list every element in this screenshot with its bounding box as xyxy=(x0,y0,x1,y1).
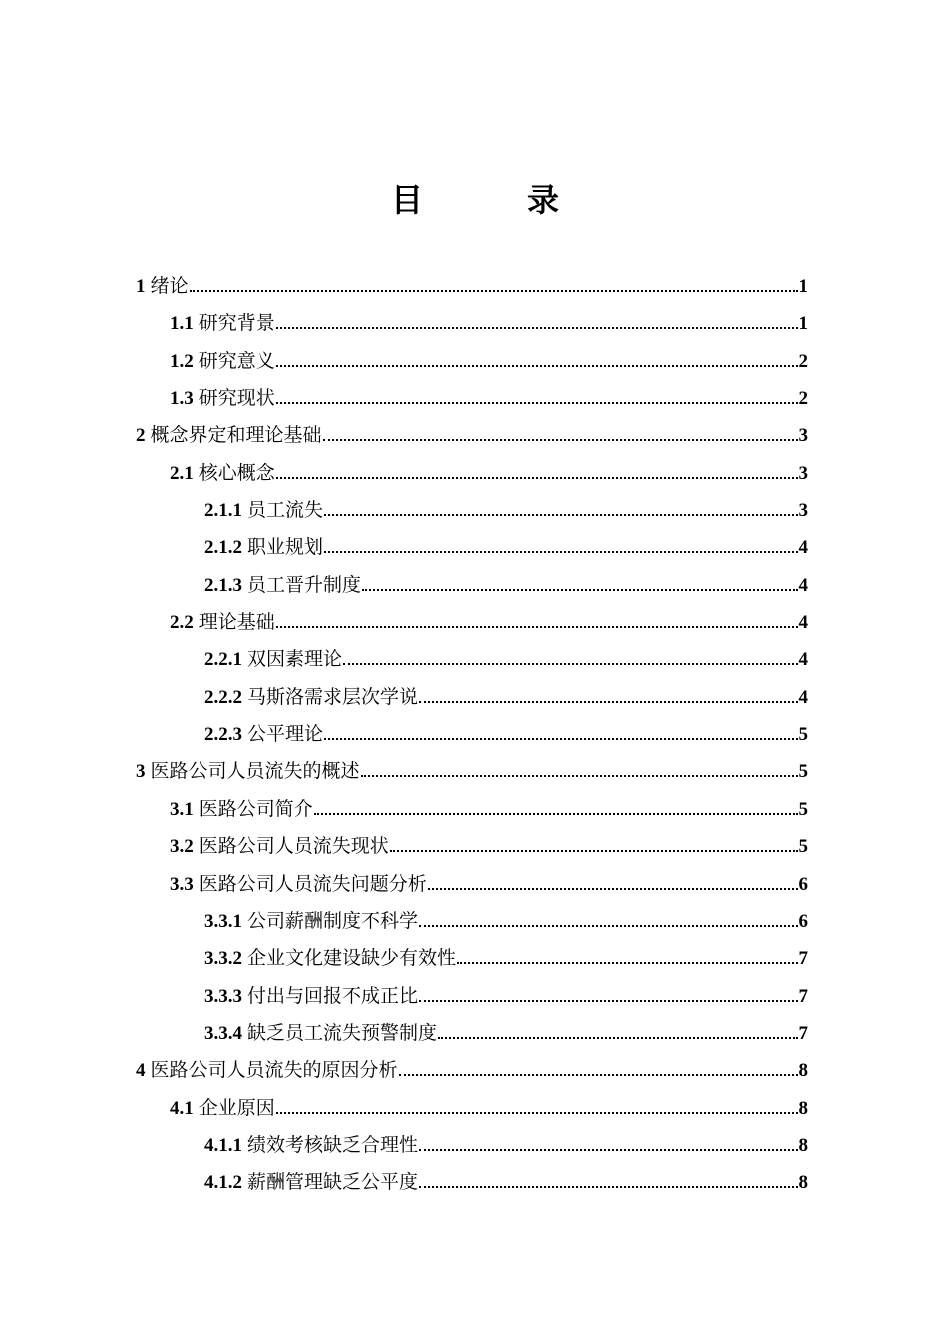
toc-entry-label: 医路公司人员流失现状 xyxy=(198,835,389,858)
toc-entry-number: 2 xyxy=(136,425,146,447)
toc-entry-number: 4.1 xyxy=(170,1097,194,1119)
toc-entry[interactable] xyxy=(136,978,808,1015)
toc-entry-number: 2.2 xyxy=(170,612,194,634)
dot-leader xyxy=(276,402,798,404)
toc-entry-label: 公平理论 xyxy=(247,723,324,746)
dot-leader xyxy=(276,327,798,329)
toc-entry-label: 付出与回报不成正比 xyxy=(247,984,419,1007)
dot-leader xyxy=(419,925,797,927)
toc-entry-label: 企业原因 xyxy=(198,1096,275,1119)
dot-leader xyxy=(428,888,798,890)
toc-entry[interactable] xyxy=(136,679,808,716)
toc-entry-page-number: 3 xyxy=(798,500,808,522)
toc-entry-number: 1.3 xyxy=(170,388,194,410)
toc-entry-number: 3.1 xyxy=(170,798,194,820)
dot-leader xyxy=(190,290,798,292)
dot-leader xyxy=(323,439,798,441)
toc-entry-number: 4.1.2 xyxy=(204,1172,242,1194)
dot-leader xyxy=(362,589,797,591)
toc-entry-number: 3.2 xyxy=(170,836,194,858)
toc-entry-label: 员工流失 xyxy=(247,499,324,522)
toc-entry-page-number: 4 xyxy=(798,686,808,708)
toc-entry-page-number: 8 xyxy=(798,1134,808,1156)
toc-entry[interactable] xyxy=(136,1052,808,1089)
toc-entry[interactable] xyxy=(136,1127,808,1164)
table-of-contents xyxy=(136,268,808,1202)
toc-entry-label: 医路公司人员流失的原因分析 xyxy=(150,1059,398,1082)
toc-entry-number: 2.2.2 xyxy=(204,686,242,708)
toc-entry-page-number: 5 xyxy=(798,761,808,783)
dot-leader xyxy=(324,514,797,516)
toc-entry-page-number: 4 xyxy=(798,574,808,596)
toc-entry[interactable] xyxy=(136,604,808,641)
toc-entry-label: 绪论 xyxy=(150,275,189,297)
toc-entry-page-number: 1 xyxy=(798,276,808,297)
toc-entry-page-number: 7 xyxy=(798,948,808,970)
toc-entry-page-number: 8 xyxy=(798,1172,808,1194)
toc-entry-number: 2.1.1 xyxy=(204,500,242,522)
dot-leader xyxy=(361,775,798,777)
dot-leader xyxy=(324,738,797,740)
toc-entry-page-number: 7 xyxy=(798,1022,808,1044)
page-title: 目 录 xyxy=(390,181,595,219)
toc-entry-label: 医路公司人员流失问题分析 xyxy=(198,872,427,895)
toc-entry-page-number: 6 xyxy=(798,873,808,895)
toc-entry-page-number: 2 xyxy=(798,350,808,372)
toc-entry-number: 4 xyxy=(136,1060,146,1082)
toc-entry-label: 核心概念 xyxy=(198,461,275,484)
toc-entry-label: 企业文化建设缺少有效性 xyxy=(247,947,457,970)
toc-entry[interactable] xyxy=(136,455,808,492)
dot-leader xyxy=(419,1000,797,1002)
toc-entry[interactable] xyxy=(136,492,808,529)
dot-leader xyxy=(276,477,798,479)
dot-leader xyxy=(438,1037,797,1039)
toc-entry-page-number: 4 xyxy=(798,649,808,671)
toc-entry[interactable] xyxy=(136,753,808,790)
toc-entry-label: 薪酬管理缺乏公平度 xyxy=(247,1171,419,1194)
toc-entry[interactable] xyxy=(136,716,808,753)
toc-entry[interactable] xyxy=(136,1164,808,1201)
toc-entry-page-number: 5 xyxy=(798,724,808,746)
toc-entry[interactable] xyxy=(136,940,808,977)
toc-entry-label: 员工晋升制度 xyxy=(247,573,362,596)
toc-entry[interactable] xyxy=(136,380,808,417)
toc-entry-label: 研究背景 xyxy=(198,312,275,335)
toc-entry-number: 3 xyxy=(136,761,146,783)
toc-entry-label: 理论基础 xyxy=(198,611,275,634)
dot-leader xyxy=(390,850,798,852)
dot-leader xyxy=(419,1186,797,1188)
toc-entry[interactable] xyxy=(136,1090,808,1127)
dot-leader xyxy=(399,1074,798,1076)
toc-entry-page-number: 3 xyxy=(798,425,808,447)
toc-entry-page-number: 1 xyxy=(798,313,808,335)
toc-entry-label: 职业规划 xyxy=(247,536,324,559)
toc-entry-label: 缺乏员工流失预警制度 xyxy=(247,1021,438,1044)
toc-entry-page-number: 2 xyxy=(798,388,808,410)
toc-entry-label: 研究现状 xyxy=(198,387,275,410)
toc-entry-number: 2.2.3 xyxy=(204,724,242,746)
toc-entry-number: 3.3.1 xyxy=(204,910,242,932)
toc-entry[interactable] xyxy=(136,567,808,604)
toc-entry[interactable] xyxy=(136,828,808,865)
toc-entry-page-number: 6 xyxy=(798,910,808,932)
toc-entry-label: 马斯洛需求层次学说 xyxy=(247,685,419,708)
dot-leader xyxy=(419,701,797,703)
toc-entry-number: 4.1.1 xyxy=(204,1134,242,1156)
dot-leader xyxy=(324,551,797,553)
toc-entry-number: 3.3.2 xyxy=(204,948,242,970)
toc-entry-label: 概念界定和理论基础 xyxy=(150,424,322,447)
toc-entry-number: 2.1 xyxy=(170,462,194,484)
toc-entry-page-number: 7 xyxy=(798,985,808,1007)
toc-entry-page-number: 8 xyxy=(798,1060,808,1082)
toc-entry-number: 2.1.2 xyxy=(204,537,242,559)
toc-entry-label: 医路公司人员流失的概述 xyxy=(150,760,360,783)
toc-entry-page-number: 4 xyxy=(798,537,808,559)
dot-leader xyxy=(276,626,798,628)
toc-entry-label: 研究意义 xyxy=(198,349,275,372)
toc-entry-label: 公司薪酬制度不科学 xyxy=(247,909,419,932)
toc-entry[interactable] xyxy=(136,305,808,342)
toc-entry-number: 3.3.4 xyxy=(204,1022,242,1044)
dot-leader xyxy=(457,962,797,964)
toc-entry[interactable] xyxy=(136,1015,808,1052)
dot-leader xyxy=(419,1149,797,1151)
toc-entry[interactable] xyxy=(136,417,808,454)
dot-leader xyxy=(314,813,798,815)
toc-entry[interactable] xyxy=(136,268,808,305)
toc-entry-number: 2.2.1 xyxy=(204,649,242,671)
dot-leader xyxy=(276,1112,798,1114)
toc-entry-number: 1.2 xyxy=(170,350,194,372)
toc-entry-page-number: 3 xyxy=(798,462,808,484)
toc-entry-page-number: 5 xyxy=(798,798,808,820)
toc-entry[interactable] xyxy=(136,903,808,940)
toc-entry-number: 2.1.3 xyxy=(204,574,242,596)
toc-entry[interactable] xyxy=(136,791,808,828)
dot-leader xyxy=(276,365,798,367)
dot-leader xyxy=(343,663,797,665)
toc-entry-page-number: 5 xyxy=(798,836,808,858)
toc-entry-number: 1 xyxy=(136,276,146,297)
toc-entry-page-number: 4 xyxy=(798,612,808,634)
toc-entry[interactable] xyxy=(136,641,808,678)
toc-entry[interactable] xyxy=(136,529,808,566)
toc-entry-number: 3.3 xyxy=(170,873,194,895)
toc-entry-label: 绩效考核缺乏合理性 xyxy=(247,1133,419,1156)
toc-entry-label: 双因素理论 xyxy=(247,648,343,671)
toc-entry-number: 1.1 xyxy=(170,313,194,335)
toc-entry[interactable] xyxy=(136,866,808,903)
toc-entry-page-number: 8 xyxy=(798,1097,808,1119)
toc-entry[interactable] xyxy=(136,343,808,380)
toc-entry-number: 3.3.3 xyxy=(204,985,242,1007)
toc-entry-label: 医路公司简介 xyxy=(198,797,313,820)
